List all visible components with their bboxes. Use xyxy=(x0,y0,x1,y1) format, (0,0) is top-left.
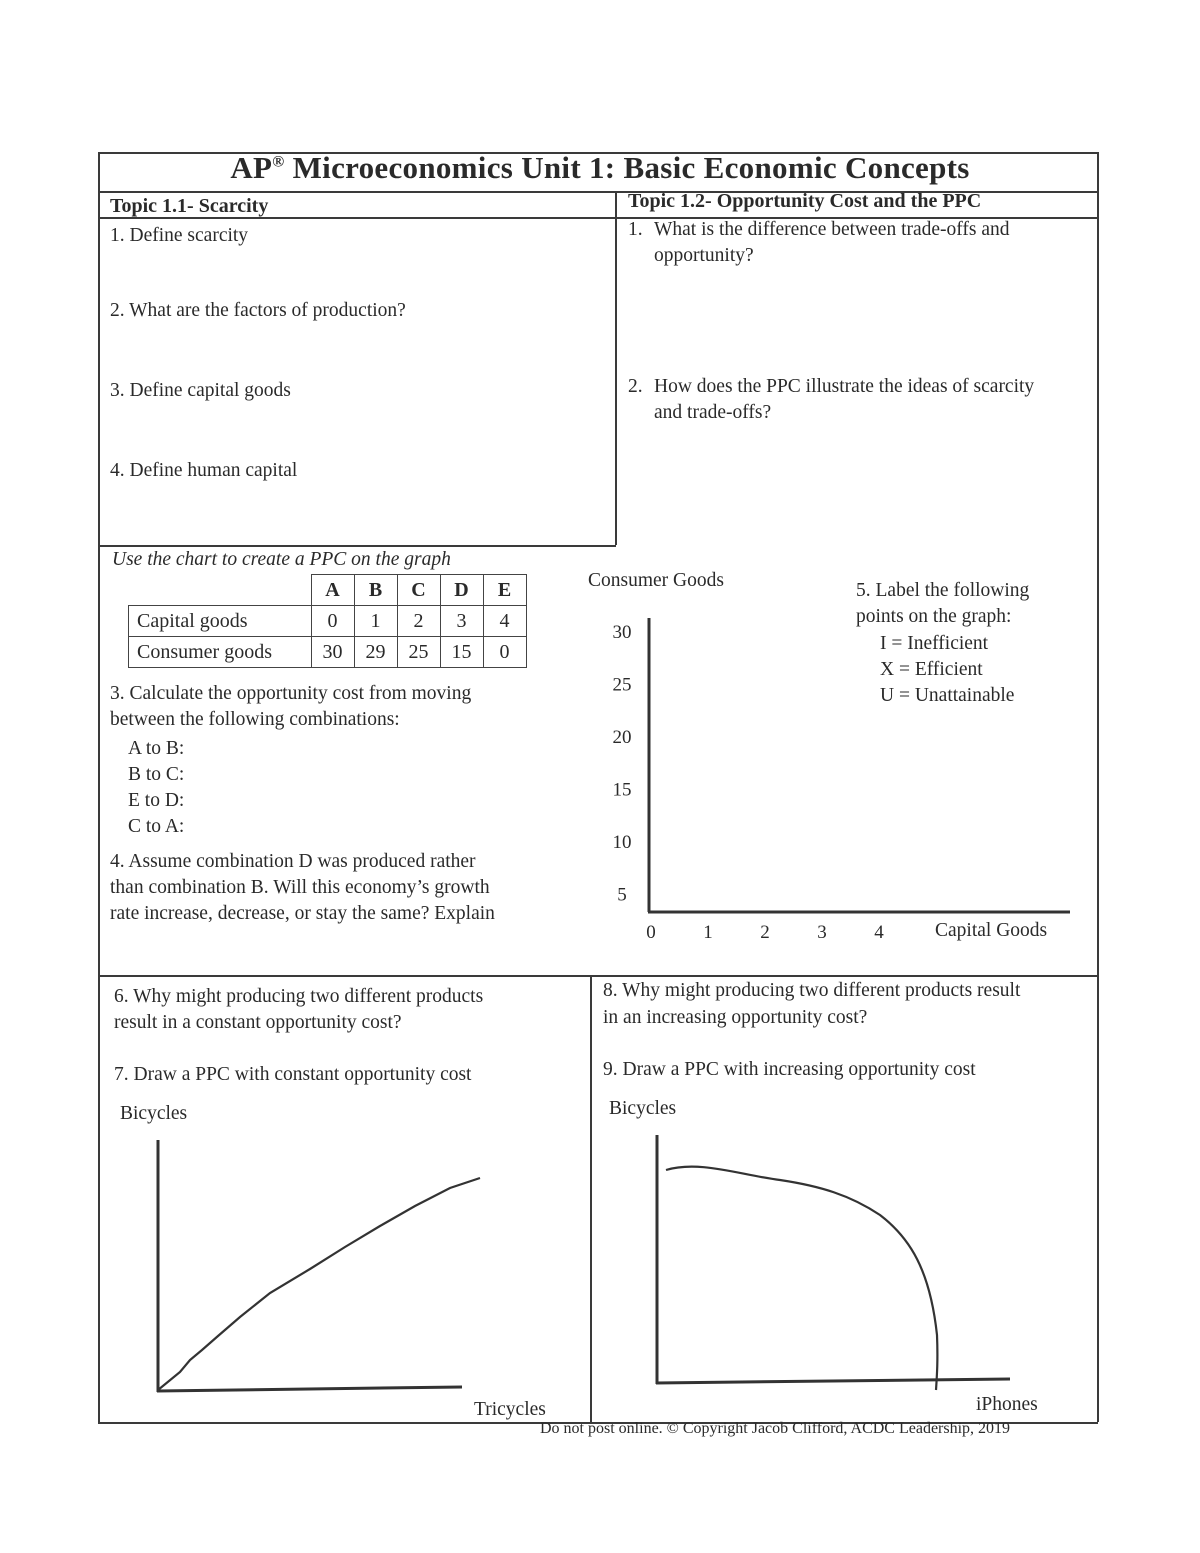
topic-1-2-heading: Topic 1.2- Opportunity Cost and the PPC xyxy=(628,190,982,212)
table-row xyxy=(129,606,527,637)
label-inefficient: I = Inefficient xyxy=(880,633,989,654)
question-draw-increasing-ppc: 9. Draw a PPC with increasing opportunity cost xyxy=(603,1059,976,1080)
question-tradeoffs-number: 1. xyxy=(628,219,643,240)
table-header-cell: B xyxy=(354,575,397,606)
y-axis-label-bicycles-left: Bicycles xyxy=(120,1103,188,1124)
move-c-to-a: C to A: xyxy=(128,816,185,837)
x-tick-label: 2 xyxy=(760,922,770,943)
x-axis xyxy=(656,1379,1010,1383)
question-label-points-line1: 5. Label the following xyxy=(856,580,1030,601)
question-factors-of-production: 2. What are the factors of production? xyxy=(110,300,406,321)
question-growth-line1: 4. Assume combination D was produced rather xyxy=(110,851,476,872)
y-tick-label: 10 xyxy=(612,832,632,853)
question-define-capital-goods: 3. Define capital goods xyxy=(110,380,291,401)
frame-right xyxy=(1097,152,1099,1422)
question-define-scarcity: 1. Define scarcity xyxy=(110,225,249,246)
table-header-cell: A xyxy=(311,575,354,606)
question-ppc-scarcity-number: 2. xyxy=(628,376,643,397)
left-box-bottom xyxy=(98,545,616,547)
ppc-data-table xyxy=(128,574,527,668)
y-tick-label: 25 xyxy=(612,674,632,696)
x-axis xyxy=(157,1387,462,1391)
table-cell: 15 xyxy=(440,637,483,668)
x-axis-label-tricycles: Tricycles xyxy=(474,1399,546,1420)
question-define-human-capital: 4. Define human capital xyxy=(110,460,298,481)
table-cell: 0 xyxy=(483,637,526,668)
topic-1-1-heading: Topic 1.1- Scarcity xyxy=(110,195,269,217)
question-calc-opportunity-cost-line2: between the following combinations: xyxy=(110,709,400,730)
bottom-section-divider xyxy=(98,975,1098,977)
table-corner xyxy=(129,575,312,606)
y-tick-label: 5 xyxy=(617,884,627,906)
question-draw-constant-ppc: 7. Draw a PPC with constant opportunity cost xyxy=(114,1064,472,1085)
table-header-cell: D xyxy=(440,575,483,606)
chart-instruction: Use the chart to create a PPC on the graph xyxy=(112,549,451,570)
table-header-cell: C xyxy=(397,575,440,606)
table-cell: 3 xyxy=(440,606,483,637)
increasing-cost-ppc-graph xyxy=(640,1120,1080,1410)
table-cell: 29 xyxy=(354,637,397,668)
move-a-to-b: A to B: xyxy=(128,738,185,759)
y-axis-label-consumer-goods: Consumer Goods xyxy=(588,570,724,591)
constant-cost-line xyxy=(158,1178,480,1390)
label-unattainable: U = Unattainable xyxy=(880,685,1015,706)
blank-ppc-graph xyxy=(600,600,1080,950)
y-tick-label: 15 xyxy=(612,779,632,801)
table-cell: 1 xyxy=(354,606,397,637)
question-constant-cost-line2: result in a constant opportunity cost? xyxy=(114,1012,402,1033)
increasing-cost-curve xyxy=(666,1167,937,1390)
y-tick-label: 30 xyxy=(612,622,632,643)
question-tradeoffs: What is the difference between trade-offs and opportunity? xyxy=(654,219,1010,266)
y-tick-label: 20 xyxy=(612,727,632,748)
question-calc-opportunity-cost-line1: 3. Calculate the opportunity cost from moving xyxy=(110,683,472,704)
y-axis-label-bicycles-right: Bicycles xyxy=(609,1098,677,1119)
question-increasing-cost-line1: 8. Why might producing two different products result xyxy=(603,980,1021,1001)
question-growth-line2: than combination B. Will this economy’s growth xyxy=(110,877,490,898)
table-header-row xyxy=(129,575,527,606)
frame-left xyxy=(98,152,100,1424)
table-row-label: Consumer goods xyxy=(129,637,312,668)
vertical-divider-top xyxy=(615,191,617,545)
x-axis-label-iphones: iPhones xyxy=(976,1394,1038,1415)
table-header-cell: E xyxy=(483,575,526,606)
move-b-to-c: B to C: xyxy=(128,764,185,785)
table-cell: 2 xyxy=(397,606,440,637)
table-cell: 30 xyxy=(311,637,354,668)
question-label-points-line2: points on the graph: xyxy=(856,606,1012,627)
table-row xyxy=(129,637,527,668)
question-increasing-cost-line2: in an increasing opportunity cost? xyxy=(603,1007,868,1028)
table-cell: 4 xyxy=(483,606,526,637)
copyright-footer: Do not post online. © Copyright Jacob Clifford, ACDC Leadership, 2019 xyxy=(540,1420,1011,1437)
x-tick-label: 3 xyxy=(817,922,827,943)
x-tick-label: 0 xyxy=(646,922,656,943)
table-cell: 0 xyxy=(311,606,354,637)
move-e-to-d: E to D: xyxy=(128,790,185,811)
table-row-label: Capital goods xyxy=(129,606,312,637)
question-ppc-scarcity: How does the PPC illustrate the ideas of scarcity and trade-offs? xyxy=(654,376,1035,423)
x-tick-label: 1 xyxy=(703,922,713,943)
x-axis-label-capital-goods: Capital Goods xyxy=(935,920,1048,941)
question-growth-line3: rate increase, decrease, or stay the same? Explain xyxy=(110,903,495,924)
constant-cost-ppc-graph xyxy=(140,1120,580,1410)
vertical-divider-bottom xyxy=(590,975,592,1423)
question-constant-cost-line1: 6. Why might producing two different products xyxy=(114,986,484,1007)
table-cell: 25 xyxy=(397,637,440,668)
page-title: AP® Microeconomics Unit 1: Basic Economic Concepts xyxy=(230,150,970,185)
x-tick-label: 4 xyxy=(874,922,884,943)
label-efficient: X = Efficient xyxy=(880,659,983,680)
